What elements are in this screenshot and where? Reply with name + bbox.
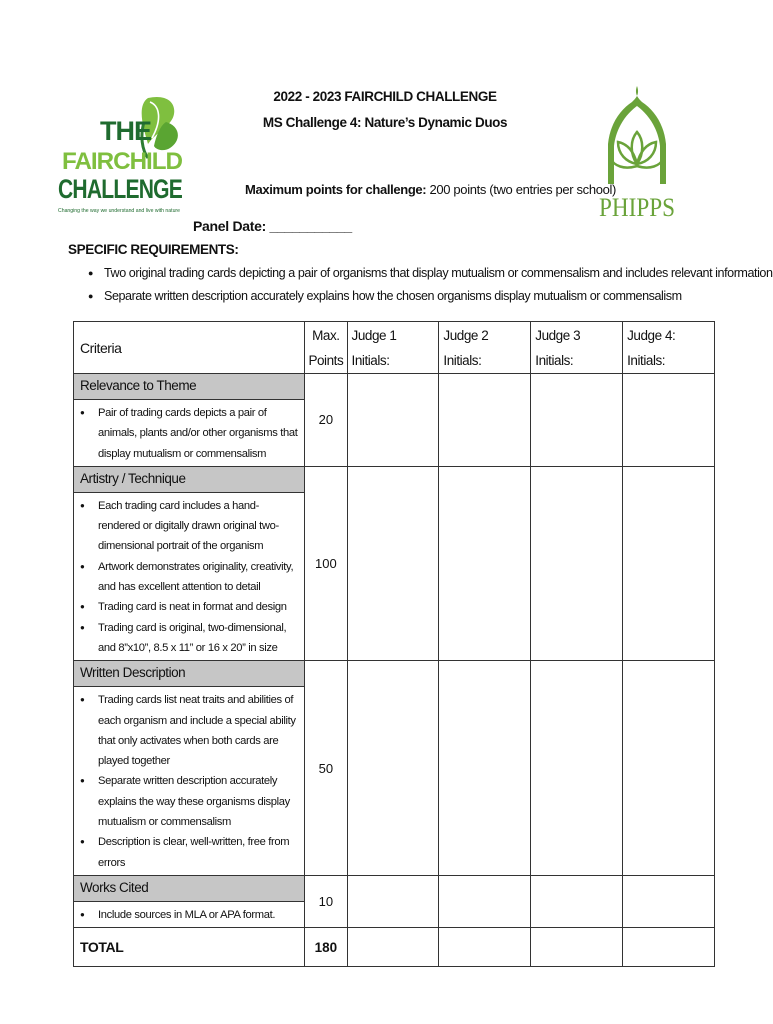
requirement-item bbox=[88, 289, 682, 303]
score-cell-judge-2[interactable] bbox=[439, 875, 531, 927]
judge-label: Judge 4: bbox=[627, 328, 676, 343]
criteria-list bbox=[74, 493, 304, 660]
table-header-row bbox=[74, 322, 715, 374]
logo-left-line3: CHALLENGE bbox=[58, 174, 182, 204]
total-points: 180 bbox=[305, 928, 347, 967]
judge-3-header bbox=[531, 322, 623, 374]
total-judge-3[interactable] bbox=[531, 928, 623, 967]
criteria-item: ● Trading card is original, two-dimensional, and 8”x10”, 8.5 x 11” or 16 x 20” in size bbox=[80, 618, 298, 659]
logo-right-text: PHIPPS bbox=[599, 193, 675, 222]
initials-label: Initials: bbox=[351, 353, 390, 368]
total-judge-2[interactable] bbox=[439, 928, 531, 967]
criteria-item: ● Description is clear, well-written, free from errors bbox=[80, 832, 298, 873]
criteria-item: ● Separate written description accurately explains the way these organisms display mutualism or commensalism bbox=[80, 771, 298, 832]
section-title-row bbox=[74, 661, 715, 687]
document-title: 2022 - 2023 FAIRCHILD CHALLENGE bbox=[273, 89, 497, 104]
section-title-row bbox=[74, 466, 715, 492]
score-cell-judge-4[interactable] bbox=[623, 466, 715, 660]
score-cell-judge-2[interactable] bbox=[439, 661, 531, 876]
logo-left-line2: FAIRCHILD bbox=[62, 148, 183, 175]
section-title-written: Written Description bbox=[74, 661, 305, 687]
judge-label: Judge 3 bbox=[535, 328, 581, 343]
max-points-written: 50 bbox=[305, 661, 347, 876]
criteria-cell bbox=[74, 492, 305, 660]
initials-label: Initials: bbox=[443, 353, 482, 368]
score-cell-judge-2[interactable] bbox=[439, 466, 531, 660]
total-label: TOTAL bbox=[74, 928, 305, 967]
initials-label: Initials: bbox=[535, 353, 574, 368]
total-judge-4[interactable] bbox=[623, 928, 715, 967]
bullet-icon: ● bbox=[88, 268, 93, 278]
max-points-artistry: 100 bbox=[305, 466, 347, 660]
max-header-line1: Max. bbox=[312, 328, 340, 343]
judge-label: Judge 2 bbox=[443, 328, 489, 343]
criteria-item: ● Pair of trading cards depicts a pair of animals, plants and/or other organisms that display mutualism or commensalism bbox=[80, 403, 298, 464]
score-cell-judge-4[interactable] bbox=[623, 374, 715, 467]
max-points-value: 200 points (two entries per school) bbox=[426, 182, 616, 197]
rubric-table bbox=[73, 321, 715, 967]
criteria-list bbox=[74, 687, 304, 875]
score-cell-judge-1[interactable] bbox=[347, 374, 439, 467]
total-judge-1[interactable] bbox=[347, 928, 439, 967]
requirement-text: Separate written description accurately explains how the chosen organisms display mutualism or commensalism bbox=[104, 289, 682, 303]
bullet-icon: ● bbox=[88, 291, 93, 301]
criteria-item: ● Trading card is neat in format and design bbox=[80, 597, 298, 617]
max-header-line2: Points bbox=[308, 353, 344, 368]
score-cell-judge-1[interactable] bbox=[347, 661, 439, 876]
section-title-row bbox=[74, 374, 715, 400]
initials-label: Initials: bbox=[627, 353, 666, 368]
criteria-item: ● Include sources in MLA or APA format. bbox=[80, 905, 298, 925]
panel-date: Panel Date: ___________ bbox=[193, 218, 352, 234]
score-cell-judge-3[interactable] bbox=[531, 374, 623, 467]
max-points-header bbox=[305, 322, 347, 374]
judge-4-header bbox=[623, 322, 715, 374]
criteria-item: ● Artwork demonstrates originality, creativity, and has excellent attention to detail bbox=[80, 557, 298, 598]
max-points-line bbox=[245, 182, 616, 197]
challenge-subtitle: MS Challenge 4: Nature’s Dynamic Duos bbox=[262, 115, 508, 130]
section-title-row bbox=[74, 875, 715, 901]
requirement-item bbox=[88, 266, 773, 280]
score-cell-judge-4[interactable] bbox=[623, 661, 715, 876]
fairchild-challenge-logo bbox=[56, 92, 186, 220]
score-cell-judge-3[interactable] bbox=[531, 875, 623, 927]
criteria-cell bbox=[74, 400, 305, 467]
phipps-logo bbox=[596, 84, 678, 220]
max-points-label: Maximum points for challenge: bbox=[245, 182, 427, 197]
criteria-list bbox=[74, 902, 304, 927]
judge-1-header bbox=[347, 322, 439, 374]
logo-left-line1: THE bbox=[100, 116, 151, 146]
criteria-item: ● Each trading card includes a hand-rendered or digitally drawn original two-dimensional portrait of the organism bbox=[80, 496, 298, 557]
total-row bbox=[74, 928, 715, 967]
score-cell-judge-4[interactable] bbox=[623, 875, 715, 927]
score-cell-judge-1[interactable] bbox=[347, 875, 439, 927]
requirements-heading: SPECIFIC REQUIREMENTS: bbox=[68, 242, 239, 257]
criteria-item: ● Trading cards list neat traits and abilities of each organism and include a special ability that only activates when both cards are played together bbox=[80, 690, 298, 771]
section-title-relevance: Relevance to Theme bbox=[74, 374, 305, 400]
judge-label: Judge 1 bbox=[351, 328, 397, 343]
score-cell-judge-3[interactable] bbox=[531, 466, 623, 660]
score-cell-judge-1[interactable] bbox=[347, 466, 439, 660]
requirement-text: Two original trading cards depicting a pair of organisms that display mutualism or commensalism and includes relevant information bbox=[104, 266, 773, 280]
criteria-cell bbox=[74, 901, 305, 927]
score-cell-judge-3[interactable] bbox=[531, 661, 623, 876]
max-points-works-cited: 10 bbox=[305, 875, 347, 927]
criteria-cell bbox=[74, 687, 305, 876]
logo-left-tagline: Changing the way we understand and live with nature bbox=[58, 208, 180, 214]
score-cell-judge-2[interactable] bbox=[439, 374, 531, 467]
max-points-relevance: 20 bbox=[305, 374, 347, 467]
criteria-list bbox=[74, 400, 304, 466]
criteria-header: Criteria bbox=[74, 322, 305, 374]
judge-2-header bbox=[439, 322, 531, 374]
section-title-works-cited: Works Cited bbox=[74, 875, 305, 901]
section-title-artistry: Artistry / Technique bbox=[74, 466, 305, 492]
